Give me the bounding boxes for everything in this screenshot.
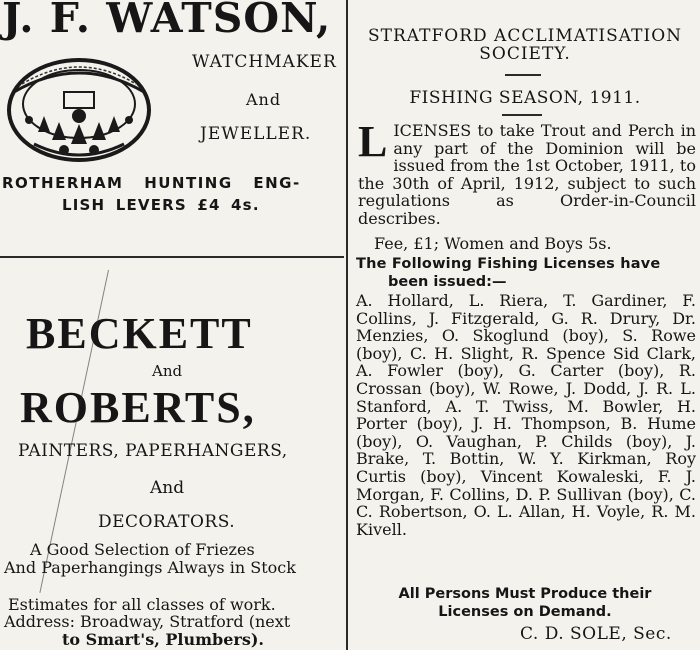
beckett-name: BECKETT (26, 309, 253, 358)
watson-jeweller: JEWELLER. (200, 124, 312, 144)
watson-and: And (246, 90, 282, 109)
beckett-estimates: Estimates for all classes of work. (8, 595, 276, 614)
ring-illustration (4, 44, 154, 169)
licensee-names: A. Hollard, L. Riera, T. Gardiner, F. Collins, J. Fitzgerald, G. R. Drury, Dr. Menzies, O. Skoglund (boy), S. Rowe (boy), C. H. Slight, R. Spence Sid Clark, A. Fowler (boy), G. Carter (boy), R. Crossan (boy), W. Rowe, J. Dodd, J. R. L. Stanford, A. T. Twiss, M. Bowler, H. Porter (boy), J. H. Thompson, B. Hume (boy), O. Vaughan, P. Childs (boy), J. Brake, T. Bottin, W. Y. Kirkman, Roy Curtis (boy), Vincent Kowaleski, F. J. Morgan, F. Collins, D. P. Sullivan (boy), C. C. Robertson, O. L. Allan, H. Voyle, R. M. Kivell. (356, 291, 696, 539)
column-divider (346, 0, 348, 650)
footer-notice: All Persons Must Produce their (398, 586, 652, 602)
licence-paragraph (358, 117, 696, 228)
section-divider (0, 256, 344, 258)
beckett-and: And (150, 478, 185, 498)
beckett-decorators: DECORATORS. (98, 512, 236, 532)
fishing-season-heading: FISHING SEASON, 1911. (409, 88, 641, 108)
beckett-address: to Smart's, Plumbers). (62, 630, 264, 649)
left-column (0, 0, 344, 650)
licence-fee: Fee, £1; Women and Boys 5s. (374, 234, 612, 253)
drop-cap: L (358, 117, 388, 166)
watson-trade: WATCHMAKER (192, 52, 337, 72)
licence-text: ICENSES to take Trout and Perch in any part of the Dominion will be issued from the 1st October, 1911, to the 30th of April, 1912, subject to such regulations as Order-in-Council describes. (358, 121, 696, 228)
beckett-and: And (152, 362, 183, 380)
licence-list-heading: been issued:— (388, 274, 507, 290)
watson-advert-name: J. F. WATSON, (2, 0, 332, 42)
watson-advert-line: LISH LEVERS £4 4s. (62, 196, 260, 214)
society-title: SOCIETY. (479, 44, 571, 64)
beckett-address: Address: Broadway, Stratford (next (4, 612, 291, 631)
right-column (352, 0, 698, 650)
watson-advert-line: ROTHERHAM HUNTING ENG- (2, 174, 301, 192)
licence-list-heading: The Following Fishing Licenses have (356, 256, 661, 272)
roberts-name: ROBERTS, (20, 383, 256, 432)
society-title: STRATFORD ACCLIMATISATION (368, 26, 682, 46)
footer-notice: Licenses on Demand. (438, 604, 612, 620)
short-divider (502, 114, 542, 116)
beckett-professions: PAINTERS, PAPERHANGERS, (18, 441, 288, 461)
secretary-signature: C. D. SOLE, Sec. (520, 624, 672, 644)
short-divider (505, 74, 541, 76)
beckett-selection: And Paperhangings Always in Stock (4, 558, 296, 577)
beckett-selection: A Good Selection of Friezes (30, 540, 255, 559)
